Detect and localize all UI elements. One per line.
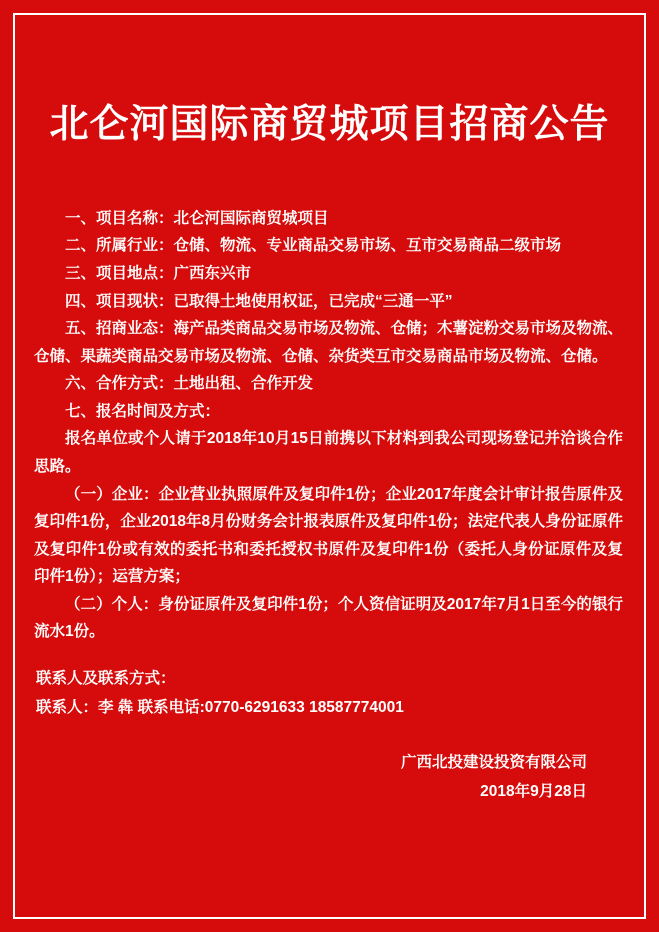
paragraph-business-type: 五、招商业态：海产品类商品交易市场及物流、仓储；木薯淀粉交易市场及物流、仓储、果蔬类商品交易市场及物流、仓储、杂货类互市交易商品市场及物流、仓储。 [34, 320, 624, 365]
contact-section [22, 664, 637, 723]
page-title: 北仑河国际商贸城项目招商公告 [49, 103, 610, 146]
signature-date: 2018年9月28日 [480, 782, 587, 800]
paragraph-location: 三、项目地点：广西东兴市 [65, 264, 252, 282]
poster-content [22, 22, 637, 910]
contact-heading: 联系人及联系方式： [36, 670, 176, 688]
paragraph-registration-heading: 七、报名时间及方式： [65, 402, 221, 420]
paragraph-individual-materials: （二）个人：身份证原件及复印件1份；个人资信证明及2017年7月1日至今的银行流水1份。 [34, 595, 623, 641]
announcement-body [22, 205, 637, 646]
contact-details: 联系人：李 犇 联系电话:0770-6291633 18587774001 [36, 699, 404, 717]
signature-company: 广西北投建设投资有限公司 [400, 753, 587, 771]
paragraph-registration-detail: 报名单位或个人请于2018年10月15日前携以下材料到我公司现场登记并洽谈合作思路。 [34, 430, 623, 475]
paragraph-industry: 二、所属行业：仓储、物流、专业商品交易市场、互市交易商品二级市场 [65, 237, 562, 255]
paragraph-enterprise-materials: （一）企业：企业营业执照原件及复印件1份；企业2017年度会计审计报告原件及复印件1份，企业2018年8月份财务会计报表原件及复印件1份；法定代表人身份证原件及复印件1份或有效的委托书和委托授权书原件及复印件1份（委托人身份证原件及复印件1份）；运营方案； [34, 485, 623, 586]
paragraph-cooperation: 六、合作方式：土地出租、合作开发 [65, 375, 314, 393]
paragraph-status: 四、项目现状：已取得土地使用权证，已完成“三通一平” [65, 292, 453, 310]
signature-section [22, 749, 637, 806]
paragraph-project-name: 一、项目名称：北仑河国际商贸城项目 [65, 209, 329, 227]
